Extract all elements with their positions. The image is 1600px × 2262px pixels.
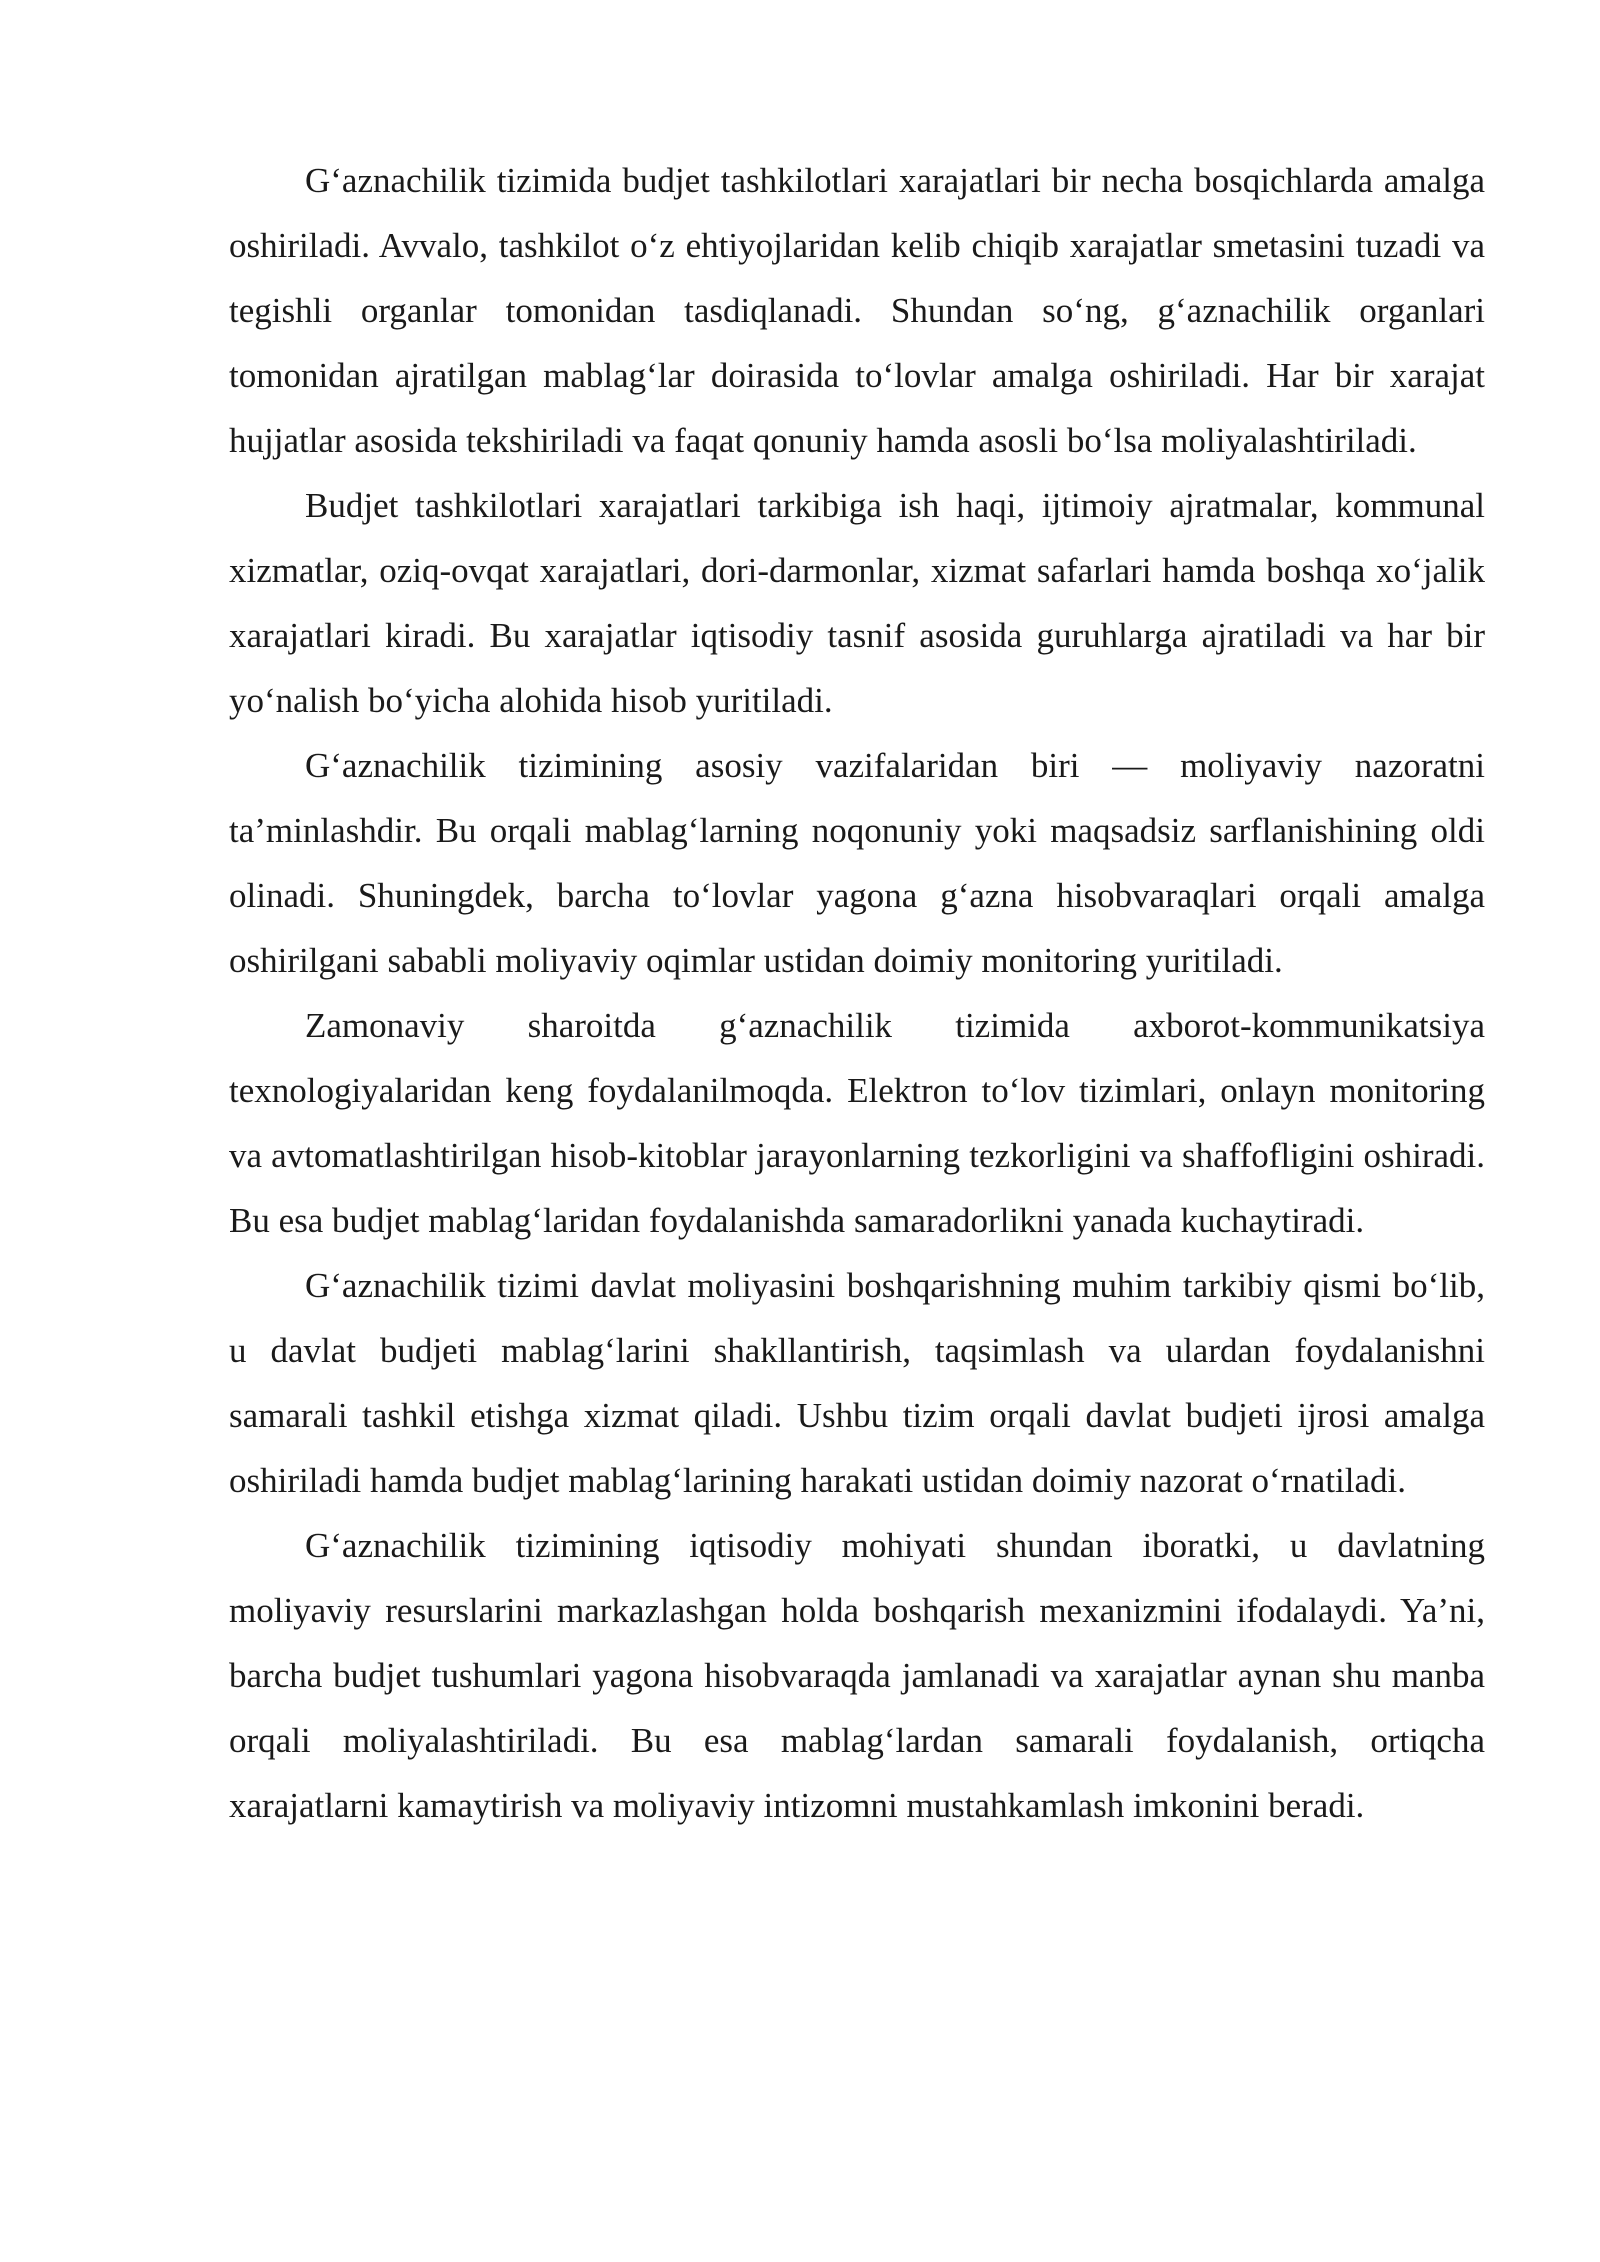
paragraph-1: G‘aznachilik tizimida budjet tashkilotlari xarajatlari bir necha bosqichlarda amalga oshiriladi. Avvalo, tashkilot o‘z ehtiyojlaridan kelib chiqib xarajatlar smetasini tuzadi va tegishli organlar tomonidan tasdiqlanadi. Shundan so‘ng, g‘aznachilik organlari tomonidan ajratilgan mablag‘lar doirasida to‘lovlar amalga oshiriladi. Har bir xarajat hujjatlar asosida tekshiriladi va faqat qonuniy hamda asosli bo‘lsa moliyalashtiriladi.: [229, 161, 1485, 460]
paragraph-4: Zamonaviy sharoitda g‘aznachilik tizimida axborot-kommunikatsiya texnologiyalaridan keng foydalanilmoqda. Elektron to‘lov tizimlari, onlayn monitoring va avtomatlashtirilgan hisob-kitoblar jarayonlarning tezkorligini va shaffofligini oshiradi. Bu esa budjet mablag‘laridan foydalanishda samaradorlikni yanada kuchaytiradi.: [229, 1006, 1485, 1240]
paragraph-2: Budjet tashkilotlari xarajatlari tarkibiga ish haqi, ijtimoiy ajratmalar, kommunal xizmatlar, oziq-ovqat xarajatlari, dori-darmonlar, xizmat safarlari hamda boshqa xo‘jalik xarajatlari kiradi. Bu xarajatlar iqtisodiy tasnif asosida guruhlarga ajratiladi va har bir yo‘nalish bo‘yicha alohida hisob yuritiladi.: [229, 486, 1485, 720]
document-body: [229, 148, 1485, 1838]
paragraph-6: G‘aznachilik tizimining iqtisodiy mohiyati shundan iboratki, u davlatning moliyaviy resurslarini markazlashgan holda boshqarish mexanizmini ifodalaydi. Ya’ni, barcha budjet tushumlari yagona hisobvaraqda jamlanadi va xarajatlar aynan shu manba orqali moliyalashtiriladi. Bu esa mablag‘lardan samarali foydalanish, ortiqcha xarajatlarni kamaytirish va moliyaviy intizomni mustahkamlash imkonini beradi.: [229, 1526, 1485, 1825]
paragraph-5: G‘aznachilik tizimi davlat moliyasini boshqarishning muhim tarkibiy qismi bo‘lib, u davlat budjeti mablag‘larini shakllantirish, taqsimlash va ulardan foydalanishni samarali tashkil etishga xizmat qiladi. Ushbu tizim orqali davlat budjeti ijrosi amalga oshiriladi hamda budjet mablag‘larining harakati ustidan doimiy nazorat o‘rnatiladi.: [229, 1266, 1485, 1500]
paragraph-3: G‘aznachilik tizimining asosiy vazifalaridan biri — moliyaviy nazoratni ta’minlashdir. Bu orqali mablag‘larning noqonuniy yoki maqsadsiz sarflanishining oldi olinadi. Shuningdek, barcha to‘lovlar yagona g‘azna hisobvaraqlari orqali amalga oshirilgani sababli moliyaviy oqimlar ustidan doimiy monitoring yuritiladi.: [229, 746, 1485, 980]
